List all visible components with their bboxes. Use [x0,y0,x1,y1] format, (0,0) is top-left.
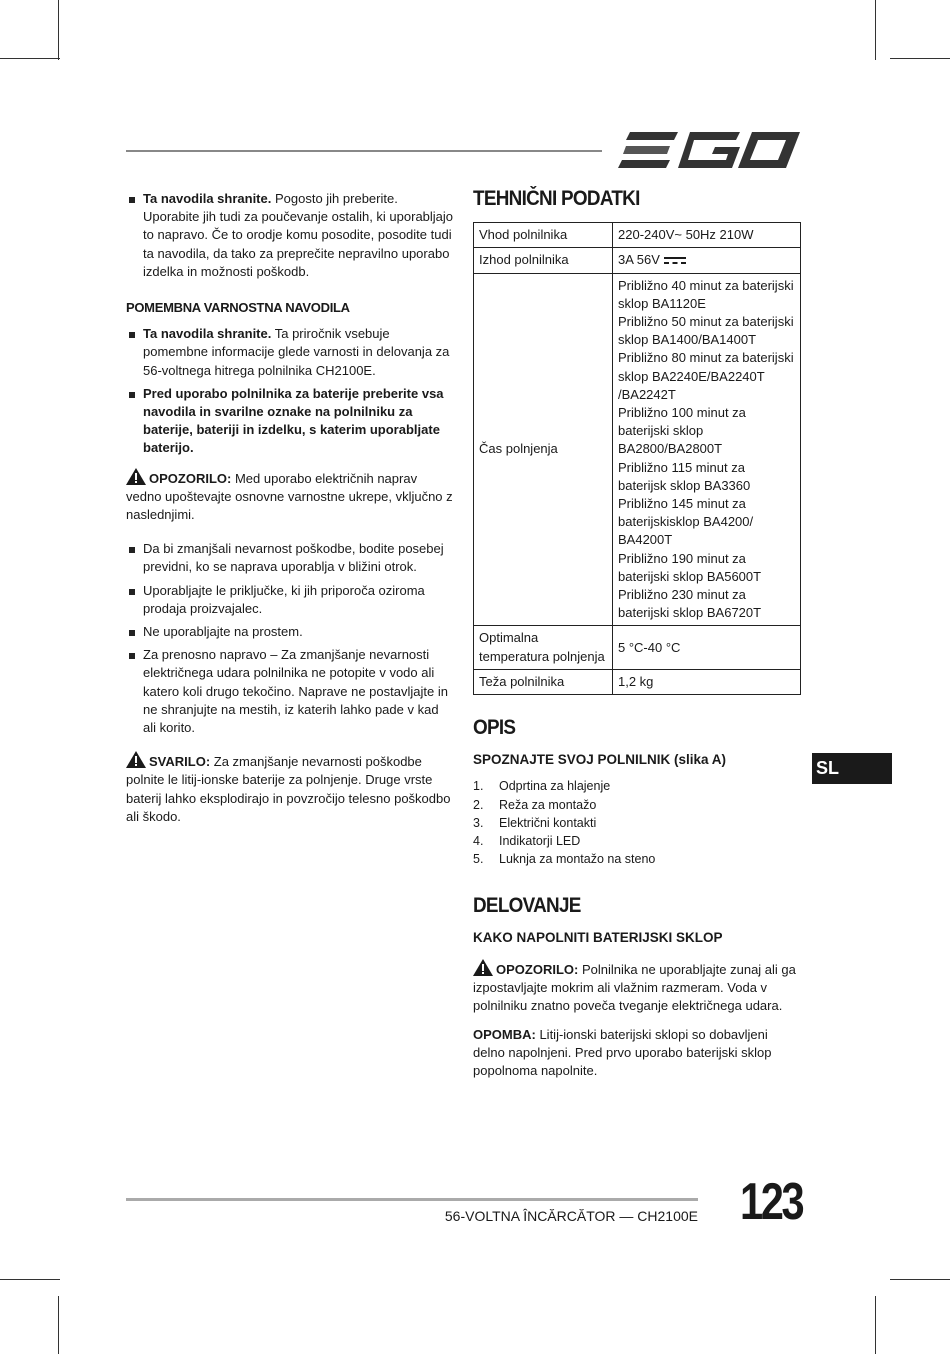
table-row [474,626,801,669]
spec-value: 5 °C-40 °C [613,626,801,669]
table-row [474,669,801,694]
list-item: 3. Električni kontakti [473,815,597,830]
list-item: Da bi zmanjšali nevarnost poškodbe, bodite posebej previdni, ko se naprava uporablja v bližini otrok. [126,540,454,576]
list-item: 5. Luknja za montažo na steno [473,852,656,867]
intro-bullet: Ta navodila shranite. Pogosto jih preberite. Uporabite jih tudi za poučevanje ostalih, ki uporabljajo to napravo. Če to orodje komu posodite, posodite tudi ta navodila, da tako za preprečite nepravilno uporabo izdelka in možnosti poškodb. [126,190,454,281]
left-column [126,190,454,836]
footer-rule [126,1198,698,1201]
spec-key: Vhod polnilnika [474,223,613,248]
list-item: 4. Indikatorji LED [473,834,581,849]
table-row [474,273,801,626]
opis-subtitle: SPOZNAJTE SVOJ POLNILNIK (slika A) [473,752,727,768]
warning-triangle-icon [126,468,146,485]
warning-paragraph: OPOZORILO: Med uporabo električnih naprav vedno upoštevajte osnovne varnostne ukrepe, vključno z naslednjimi. [126,468,454,525]
spec-key: Izhod polnilnika [474,248,613,273]
crop-mark [890,1279,950,1280]
spec-key: Čas polnjenja [474,273,613,626]
right-column [473,187,801,1090]
footer-title: 56-VOLTNA ÎNCĂRCĂTOR — CH2100E [444,1208,698,1224]
table-row [474,223,801,248]
specs-title: TEHNIČNI PODATKI [473,187,640,210]
page-number: 123 [740,1173,803,1231]
spec-key: Optimalna temperatura polnjenja [474,626,613,669]
header-rule [126,150,602,152]
crop-mark [875,0,876,60]
warning-triangle-icon [126,751,146,768]
note-paragraph: OPOMBA: Litij-ionski baterijski sklopi so dobavljeni delno napolnjeni. Pred prvo uporabo baterijski sklop popolnoma napolnite. [473,1026,772,1078]
list-item: 1. Odprtina za hlajenje [473,779,611,794]
spec-value: 220-240V~ 50Hz 210W [613,223,801,248]
opis-title: OPIS [473,716,516,740]
safety-bullet-2: Pred uporabo polnilnika za baterije preberite vsa navodila in svarilne oznake na polnilniku za baterije, bateriji in izdelku, s katerim uporabljate baterijo. [126,385,454,458]
delovanje-title: DELOVANJE [473,893,581,917]
crop-mark [0,1279,60,1280]
safety-bullet-1: Ta navodila shranite. Ta priročnik vsebuje pomembne informacije glede varnosti in delovanja za 56-voltnega hitrega polnilnika CH2100E. [126,325,454,380]
list-item: Ne uporabljajte na prostem. [126,623,454,641]
safety-heading: POMEMBNA VARNOSTNA NAVODILA [126,300,350,316]
caution-paragraph: SVARILO: Za zmanjšanje nevarnosti poškodbe polnite le litij-ionske baterije za polnjenje. Druge vrste baterij lahko eksplodirajo in povzročijo telesno poškodbo ali škodo. [126,751,454,826]
crop-mark [58,1296,59,1354]
safety-list [126,540,454,737]
delovanje-subtitle: KAKO NAPOLNITI BATERIJSKI SKLOP [473,929,723,945]
ego-logo [618,128,800,172]
crop-mark [890,58,950,59]
table-row [474,248,801,273]
spec-value: Približno 40 minut za baterijski sklop BA1120E Približno 50 minut za baterijski sklop BA1400/BA1400T Približno 80 minut za baterijski sklop BA2240E/BA2240T /BA2242T Približno 100 minut za baterijski sklop BA2800/BA2800T Približno 115 minut za baterijsk sklop BA3360 Približno 145 minut za baterijskisklop BA4200/ BA4200T Približno 190 minut za baterijski sklop BA5600T Približno 230 minut za baterijski sklop BA6720T [613,273,801,626]
list-item: Uporabljajte le priključke, ki jih priporoča oziroma prodaja proizvajalec. [126,582,454,618]
spec-key: Teža polnilnika [474,669,613,694]
dc-symbol-icon [664,257,686,265]
spec-value: 3A 56V [613,248,801,273]
spec-value: 1,2 kg [613,669,801,694]
crop-mark [0,58,60,59]
crop-mark [58,0,59,60]
warning-triangle-icon [473,959,493,976]
crop-mark [875,1296,876,1354]
list-item: Za prenosno napravo – Za zmanjšanje nevarnosti električnega udara polnilnika ne potopite v vodo ali katero koli drugo tekočino. Naprave ne postavljajte in ne shranjujte na mestih, iz katerih lahko pade v kad ali korito. [126,646,454,737]
parts-list [473,777,801,868]
specs-table [473,222,801,695]
warning-paragraph: OPOZORILO: Polnilnika ne uporabljajte zunaj ali ga izpostavljajte mokrim ali vlažnim razmeram. Voda v polnilniku znatno poveča tveganje električnega udara. [473,959,801,1016]
language-tab: SL [812,753,892,784]
list-item: 2. Reža za montažo [473,797,597,812]
